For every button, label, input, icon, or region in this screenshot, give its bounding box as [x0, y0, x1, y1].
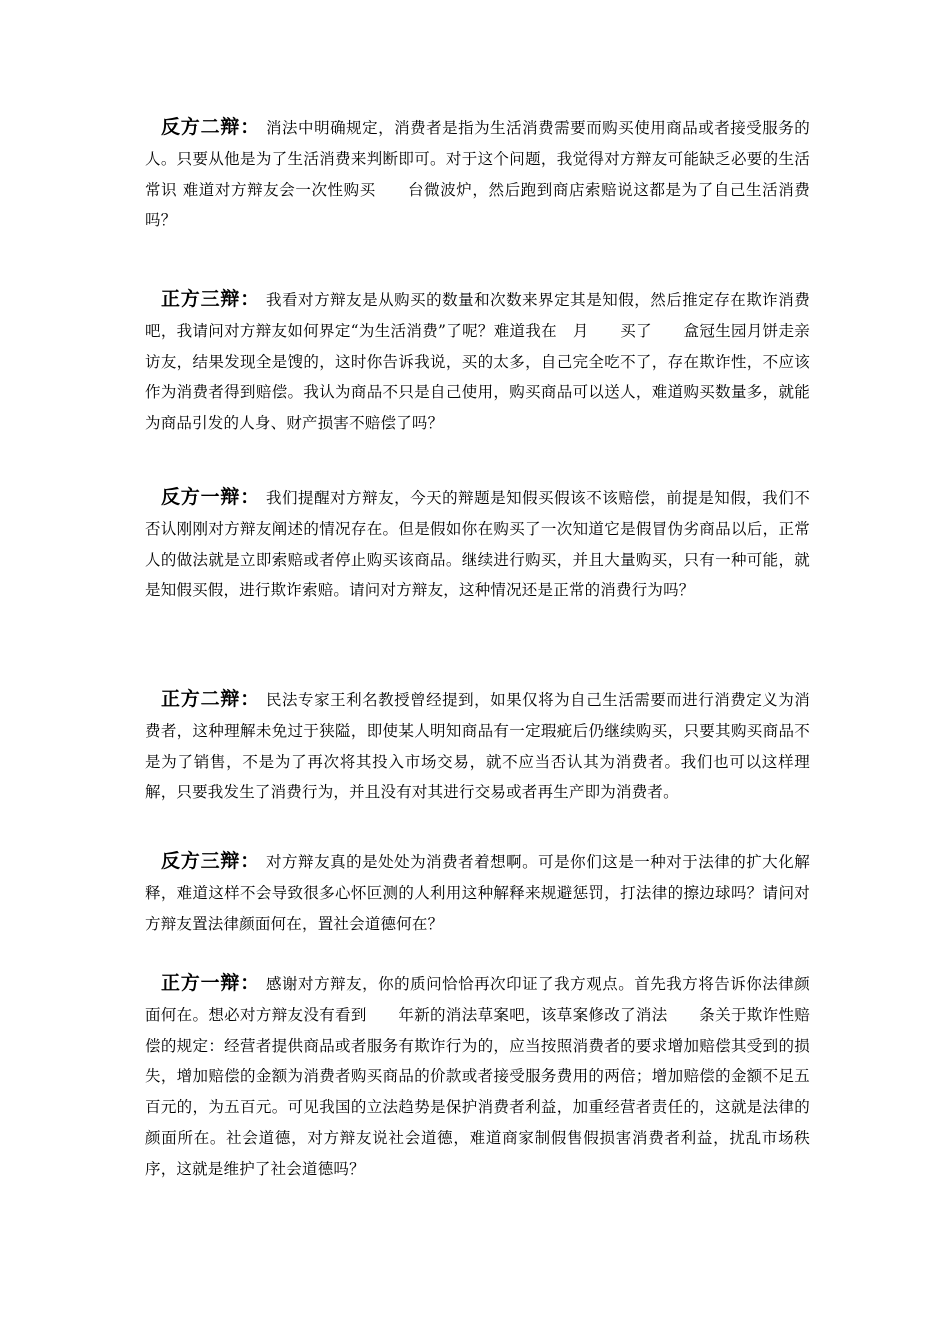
speech-text: 感谢对方辩友，你的质问恰恰再次印证了我方观点。首先我方将告诉你法律颜面何在。想必对方辩友没有看到 年新的消法草案吧，该草案修改了消法 条关于欺诈性赔偿的规定：经营者提供商品或者服务有欺诈行为的，应当按照消费者的要求增加赔偿其受到的损失，增加赔偿的金额为消费者购买商品的价款或者接受服务费用的两倍；增加赔偿的金额不足五百元的，为五百元。可见我国的立法趋势是保护消费者利益，加重经营者责任的，这就是法律的颜面所在。社会道德，对方辩友说社会道德，难道商家制假售假损害消费者利益，扰乱市场秩序，这就是维护了社会道德吗？	[145, 975, 810, 1178]
debate-turn-5	[145, 846, 810, 939]
speaker-label: 反方三辩：	[161, 850, 261, 872]
speaker-label: 反方二辩：	[161, 116, 261, 138]
debate-turn-3	[145, 482, 810, 606]
debate-turn-4	[145, 684, 810, 808]
speech-text: 我们提醒对方辩友，今天的辩题是知假买假该不该赔偿，前提是知假，我们不否认刚刚对方辩友阐述的情况存在。但是假如你在购买了一次知道它是假冒伪劣商品以后，正常人的做法就是立即索赔或者停止购买该商品。继续进行购买，并且大量购买，只有一种可能，就是知假买假，进行欺诈索赔。请问对方辩友，这种情况还是正常的消费行为吗？	[145, 489, 810, 600]
debate-turn-6	[145, 968, 810, 1185]
speaker-label: 正方三辩：	[161, 288, 261, 310]
speech-text: 对方辩友真的是处处为消费者着想啊。可是你们这是一种对于法律的扩大化解释，难道这样不会导致很多心怀叵测的人利用这种解释来规避惩罚，打法律的擦边球吗？请问对方辩友置法律颜面何在，置社会道德何在？	[145, 853, 810, 933]
speech-text: 民法专家王利名教授曾经提到，如果仅将为自己生活需要而进行消费定义为消费者，这种理解未免过于狭隘，即使某人明知商品有一定瑕疵后仍继续购买，只要其购买商品不是为了销售，不是为了再次将其投入市场交易，就不应当否认其为消费者。我们也可以这样理解，只要我发生了消费行为，并且没有对其进行交易或者再生产即为消费者。	[145, 691, 810, 802]
speech-text: 我看对方辩友是从购买的数量和次数来界定其是知假，然后推定存在欺诈消费吧，我请问对方辩友如何界定“为生活消费”了呢？难道我在 月 买了 盒冠生园月饼走亲访友，结果发现全是馊的，这时你告诉我说，买的太多，自己完全吃不了，存在欺诈性，不应该作为消费者得到赔偿。我认为商品不只是自己使用，购买商品可以送人，难道购买数量多，就能为商品引发的人身、财产损害不赔偿了吗？	[145, 291, 810, 433]
speaker-label: 反方一辩：	[161, 486, 261, 508]
speaker-label: 正方一辩：	[161, 972, 261, 994]
speaker-label: 正方二辩：	[161, 688, 261, 710]
debate-turn-1	[145, 112, 810, 236]
debate-turn-2	[145, 284, 810, 439]
speech-text: 消法中明确规定，消费者是指为生活消费需要而购买使用商品或者接受服务的人。只要从他是为了生活消费来判断即可。对于这个问题，我觉得对方辩友可能缺乏必要的生活常识 难道对方辩友会一次性购买 台微波炉，然后跑到商店索赔说这都是为了自己生活消费吗？	[145, 119, 810, 230]
